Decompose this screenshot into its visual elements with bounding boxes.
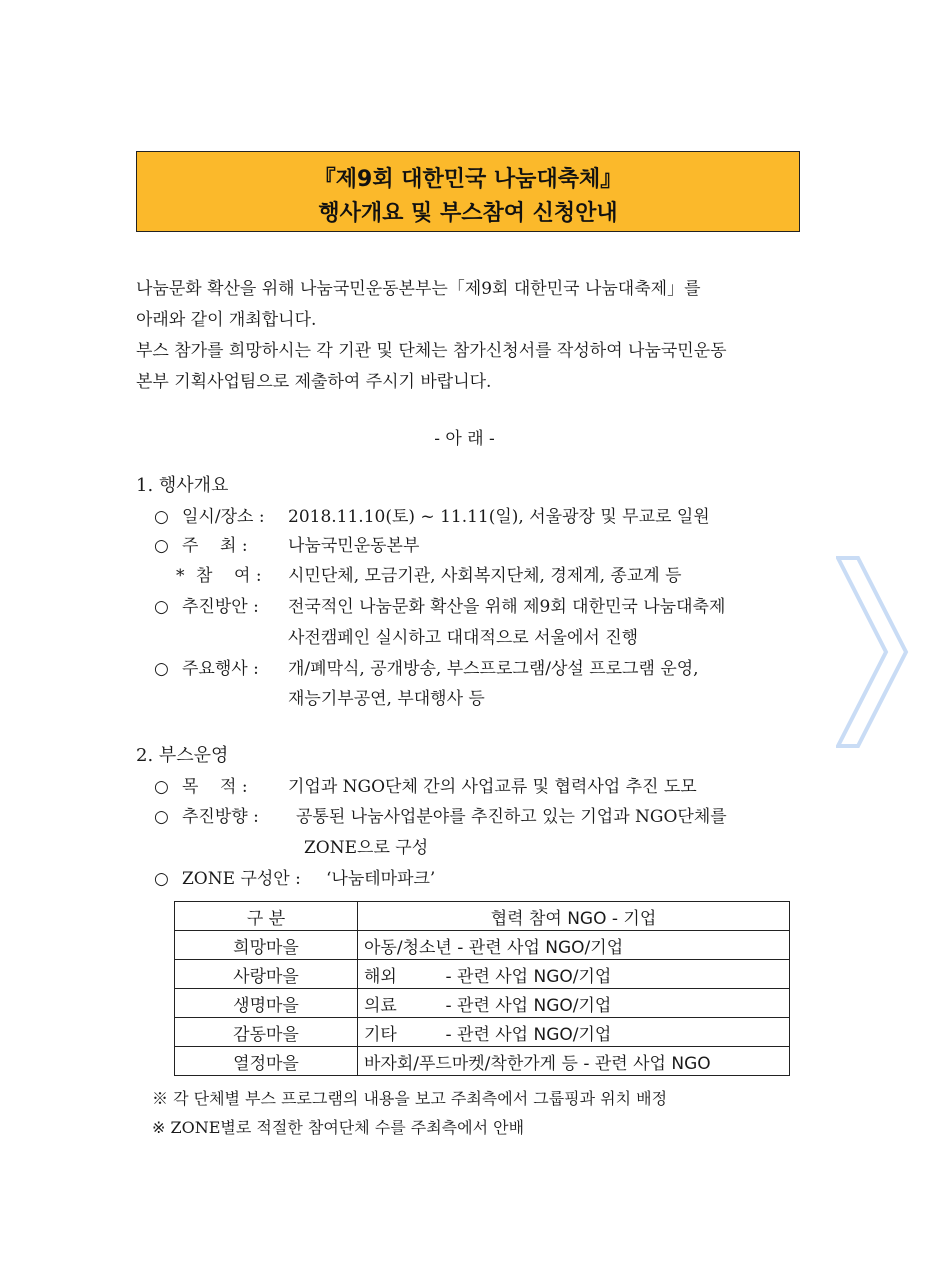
intro-line-1: 나눔문화 확산을 위해 나눔국민운동본부는「제9회 대한민국 나눔대축제」를 — [136, 279, 701, 299]
note-1: ※ 각 단체별 부스 프로그램의 내용을 보고 주최측에서 그룹핑과 위치 배정 — [152, 1089, 668, 1108]
item-label: 주요행사 : — [182, 659, 259, 679]
table-header-partners: 협력 참여 NGO - 기업 — [358, 902, 790, 931]
item-label: ZONE 구성안 : — [182, 869, 301, 889]
item-text: 기업과 NGO단체 간의 사업교류 및 협력사업 추진 도모 — [288, 777, 697, 797]
bullet: ○ — [154, 807, 169, 827]
section2-heading: 2. 부스운영 — [136, 745, 229, 766]
table-cell-village: 사랑마을 — [175, 960, 358, 989]
bullet: ○ — [154, 869, 169, 889]
item-text: 개/폐막식, 공개방송, 부스프로그램/상설 프로그램 운영, — [288, 659, 699, 679]
intro-line-4: 본부 기획사업팀으로 제출하여 주시기 바랍니다. — [136, 372, 492, 392]
bullet: ○ — [154, 659, 169, 679]
intro-line-3: 부스 참가를 희망하시는 각 기관 및 단체는 참가신청서를 작성하여 나눔국민운동 — [136, 341, 727, 361]
table-row — [175, 989, 790, 1018]
item-text: ‘나눔테마파크’ — [326, 869, 436, 889]
item-text: 공통된 나눔사업분야를 추진하고 있는 기업과 NGO단체를 — [296, 807, 727, 827]
table-row — [175, 1018, 790, 1047]
s1-item-plan-cont: 사전캠페인 실시하고 대대적으로 서울에서 진행 — [288, 628, 639, 648]
item-text: 나눔국민운동본부 — [288, 536, 420, 556]
table-cell-partners: 아동/청소년 - 관련 사업 NGO/기업 — [358, 931, 790, 960]
table-row — [175, 931, 790, 960]
table-cell-partners: 의료 - 관련 사업 NGO/기업 — [358, 989, 790, 1018]
bullet: ○ — [154, 507, 169, 527]
item-label: 추진방안 : — [182, 597, 259, 617]
item-label: 주 최 : — [182, 536, 248, 556]
table-row — [175, 960, 790, 989]
title-line-1: 『제9회 대한민국 나눔대축체』 — [313, 167, 623, 192]
item-label: 목 적 : — [182, 777, 248, 797]
table-cell-partners: 해외 - 관련 사업 NGO/기업 — [358, 960, 790, 989]
separator: - 아 래 - — [434, 429, 495, 449]
bullet: ○ — [154, 777, 169, 797]
table-cell-village: 감동마을 — [175, 1018, 358, 1047]
s2-item-direction-cont: ZONE으로 구성 — [304, 838, 429, 858]
chevron-right-icon[interactable] — [836, 556, 910, 752]
table-header-category: 구 분 — [175, 902, 358, 931]
item-text: 2018.11.10(토) ~ 11.11(일), 서울광장 및 무교로 일원 — [288, 507, 710, 527]
title-line-2: 행사개요 및 부스참여 신청안내 — [318, 201, 618, 226]
table-cell-partners: 기타 - 관련 사업 NGO/기업 — [358, 1018, 790, 1047]
table-header-row — [175, 902, 790, 931]
section1-heading: 1. 행사개요 — [136, 475, 229, 496]
table-row — [175, 1047, 790, 1076]
bullet: ○ — [154, 536, 169, 556]
table-cell-partners: 바자회/푸드마켓/착한가게 등 - 관련 사업 NGO — [358, 1047, 790, 1076]
item-text: 시민단체, 모금기관, 사회복지단체, 경제계, 종교계 등 — [288, 566, 682, 586]
title-box — [136, 151, 800, 232]
bullet: ○ — [154, 597, 169, 617]
item-text: 전국적인 나눔문화 확산을 위해 제9회 대한민국 나눔대축제 — [288, 597, 726, 617]
note-2: ※ ZONE별로 적절한 참여단체 수를 주최측에서 안배 — [152, 1118, 525, 1137]
zone-table — [174, 901, 790, 1076]
table-cell-village: 희망마을 — [175, 931, 358, 960]
intro-line-2: 아래와 같이 개최합니다. — [136, 310, 317, 330]
table-cell-village: 열정마을 — [175, 1047, 358, 1076]
table-cell-village: 생명마을 — [175, 989, 358, 1018]
item-label: 추진방향 : — [182, 807, 259, 827]
item-label: 참 여 : — [196, 566, 262, 586]
item-label: 일시/장소 : — [182, 507, 265, 527]
bullet: * — [176, 566, 185, 586]
s1-item-events-cont: 재능기부공연, 부대행사 등 — [288, 689, 485, 709]
